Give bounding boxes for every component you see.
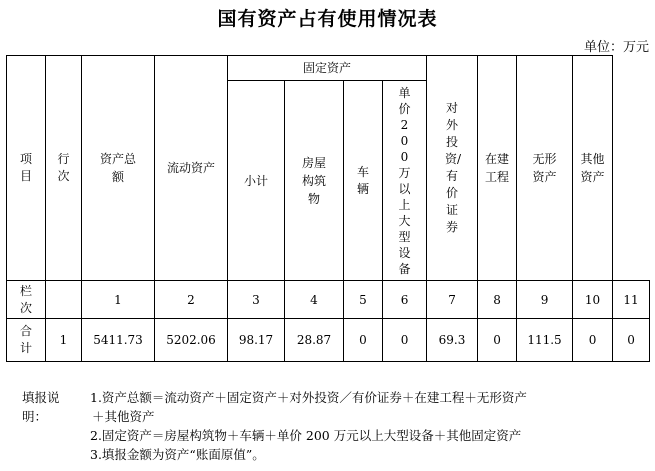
column-number: 3 <box>228 281 285 319</box>
unit-label: 单位：万元 <box>583 40 649 55</box>
header-current-assets: 流动资产 <box>155 56 228 281</box>
total-value: 0 <box>613 319 650 362</box>
header-item: 项目 <box>7 56 46 281</box>
note-item: 2.固定资产＝房屋构筑物＋车辆＋单价 200 万元以上大型设备＋其他固定资产 <box>90 428 522 443</box>
header-row-no: 行次 <box>46 56 82 281</box>
header-subtotal: 小计 <box>228 81 285 281</box>
header-vehicles: 车辆 <box>344 81 383 281</box>
column-number: 1 <box>82 281 155 319</box>
total-value: 69.3 <box>427 319 478 362</box>
total-value: 5202.06 <box>155 319 228 362</box>
notes-items <box>90 388 650 464</box>
header-buildings: 房屋构筑物 <box>285 81 344 281</box>
total-row <box>7 319 650 362</box>
header-total-assets: 资产总额 <box>82 56 155 281</box>
total-value: 0 <box>383 319 427 362</box>
page-title: 国有资产占有使用情况表 <box>217 8 438 30</box>
header-fixed-assets: 固定资产 <box>228 56 427 81</box>
column-number: 6 <box>383 281 427 319</box>
total-value: 111.5 <box>517 319 573 362</box>
column-row-label: 栏次 <box>7 281 46 319</box>
column-number-row <box>7 281 650 319</box>
header-investment: 对外投资/有价证券 <box>427 56 478 281</box>
notes-label: 填报说明： <box>22 390 60 424</box>
column-number <box>46 281 82 319</box>
header-other-assets: 其他资产 <box>573 56 613 281</box>
header-intangible: 无形资产 <box>517 56 573 281</box>
asset-table <box>6 55 650 362</box>
header-large-equipment: 单价200万以上大型设备 <box>383 81 427 281</box>
total-value: 28.87 <box>285 319 344 362</box>
total-value: 0 <box>573 319 613 362</box>
total-value: 0 <box>344 319 383 362</box>
total-value: 0 <box>478 319 517 362</box>
note-item: 1.资产总额＝流动资产＋固定资产＋对外投资／有价证券＋在建工程＋无形资产 <box>90 390 527 405</box>
column-number: 5 <box>344 281 383 319</box>
total-value: 98.17 <box>228 319 285 362</box>
column-number: 10 <box>573 281 613 319</box>
total-value: 5411.73 <box>82 319 155 362</box>
column-number: 7 <box>427 281 478 319</box>
note-item: ＋其他资产 <box>92 409 155 424</box>
total-row-label: 合计 <box>7 319 46 362</box>
header-construction: 在建工程 <box>478 56 517 281</box>
column-number: 2 <box>155 281 228 319</box>
column-number: 4 <box>285 281 344 319</box>
total-row-no: 1 <box>46 319 82 362</box>
column-number: 9 <box>517 281 573 319</box>
note-item: 3.填报金额为资产“账面原值”。 <box>90 447 265 462</box>
column-number: 11 <box>613 281 650 319</box>
column-number: 8 <box>478 281 517 319</box>
